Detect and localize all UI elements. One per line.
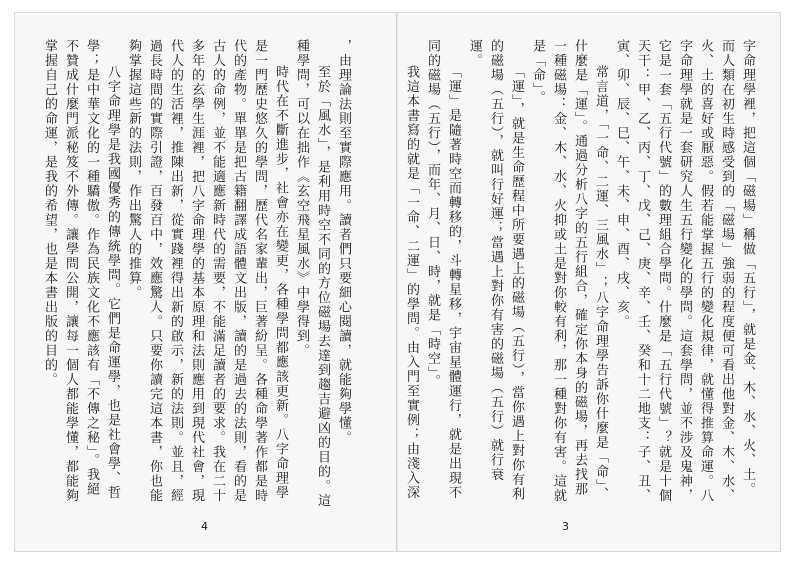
right-page [398,13,780,551]
paragraph: 常言道，「一命、二運、三風水」；八字命理學告訴你什麼是「命」、什麼是「運」。通過分析八字的五行組合，確定你本身的磁場，再去找那一種磁場：金、木、水、火抑或土是對你較有利，那一種對你有害。這就是「命」。 [530,39,608,503]
paragraph: 時代在不斷進步，社會亦在變更，各種學問都應該更新。八字命理學是一門歷史悠久的學問，歷代名家輩出，巨著紛呈。各種命學著作都是時代的產物。單單是把古籍翻譯成語體文出版，讀的是過去的法則，看的是古人的命例，並不能適應新時代的需要，不能滿足讀者的要求。我在二十多年的玄學生涯裡，把八字命理學的基本原理和法則應用到現代社會，現代人的生活裡，推陳出新，從實踐裡得出新的啟示，新的法則。並且，經過長時間的實際引證，百發百中，效應驚人。只要你讀完這本書，你也能夠掌握這些新的法則，作出驚人的推算。 [126,39,288,503]
paragraph: 八字命理學是我國優秀的傳統學問。它們是命運學，也是社會學、哲學；是中華文化的一種驕傲。作為民族文化不應該有「不傳之秘」。我絕不贊成什麼門派秘笈不外傳。讓學問公開，讓每一個人都能學懂，都能夠掌握自己的命運，是我的希望，也是本書出版的目的。 [42,39,120,503]
paragraph: 至於「風水」，是利用時空不同的方位磁場去達到趨吉避凶的目的。這種學問，可以在拙作《玄空飛星風水》中學得到。 [294,39,330,508]
page-number: 4 [201,520,208,533]
left-page-text [42,39,354,509]
book-spread [14,12,781,552]
paragraph: 我這本書寫的就是「一命、二運」的學問。由入門至實例；由淺入深 [404,65,419,500]
paragraph: ，由理論法則至實際應用。讀者們只要細心閱讀，就能夠學懂。 [336,39,351,445]
paragraph: 「運」是隨著時空而轉移的，斗轉星移，宇宙星體運行，就是出現不同的磁場（五行），而年、月、日、時，就是「時空」。 [425,39,461,500]
right-page-text [404,39,758,509]
paragraph: 字命理學裡，把這個「磁場」稱做「五行」，就是金、木、水、火、土。而人類在初生時感受到的「磁場」強弱的程度便可看出他對金、木、水、火、土的喜好或厭惡。假若能掌握五行的變化規律，就懂得推算命運。八字命理學就是一套研究人生五行變化的學問。這套學問，並不涉及鬼神，它是一套「五行代號」的數理組合學問。什麼是「五行代號」？就是十個天干：甲、乙、丙、丁、戊、己、庚、辛、壬、癸和十二地支：子、丑、寅、卯、辰、巳、午、未、申、酉、戌、亥。 [614,39,755,503]
left-page [15,13,396,551]
paragraph: 「運」，就是生命歷程中所要遇上的磁場（五行），當你遇上對你有利的磁場（五行），就叫行好運；當遇上對你有害的磁場（五行）就行衰運。 [467,39,524,502]
page-number: 3 [562,520,569,533]
